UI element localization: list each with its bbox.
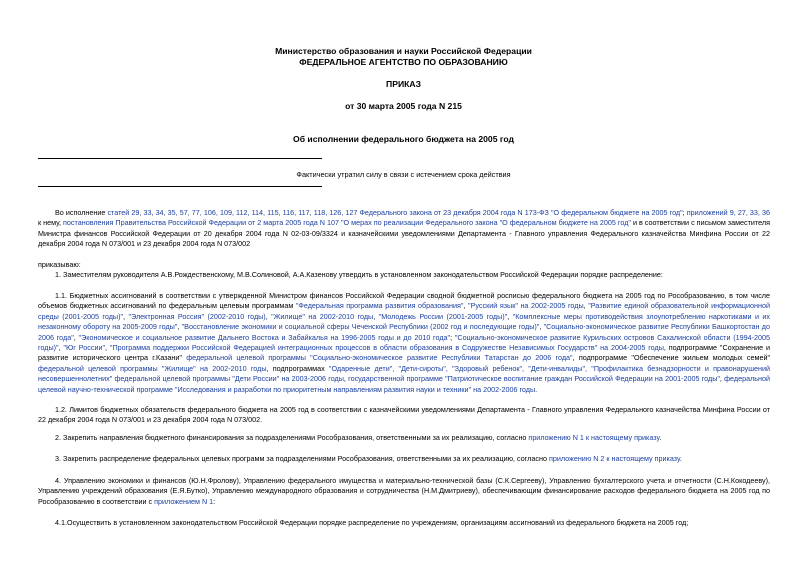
link-program-youth[interactable]: "Молодежь России (2001-2005 годы)": [378, 311, 508, 321]
link-program-housing-young-families[interactable]: федеральной целевой программы "Жилище" на 2002-2010 годы: [38, 363, 267, 373]
bottom-divider: [38, 186, 322, 187]
link-appendix-2[interactable]: приложению N 2 к настоящему приказу: [548, 454, 680, 463]
orders-word: приказываю:: [38, 260, 81, 269]
item-2: 2. Закрепить направления бюджетного финансирования за подразделениями Рособразования, ответственными за их реализацию, согласно приложению N 1 к настоящему приказу.: [55, 433, 662, 442]
link-program-far-east[interactable]: "Экономическое и социальное развитие Дальнего Востока и Забайкалья на 1996-2005 годы и до 2010 года": [78, 332, 451, 342]
item-4-1: 4.1.Осуществить в установленном законодательством Российской Федерации порядке распределение по учреждениям, организациям ассигнований из федерального бюджета на 2005 год;: [55, 518, 689, 527]
item-4: 4. Управлению экономики и финансов (Ю.Н.Фролову), Управлению федерального имущества и материально-технической базы (С.К.Сергееву), Управлению бухгалтерского учета и отчетности (С.Н.Кокодееву), Управлению учреждений образования (Е.Я.Бутко), Управлению международного образования и сотрудничества (Н.М.Дмитриеву), обеспечивающим финансирование расходов федерального бюджета на 2005 год по Рособразованию в соответствии с приложением N 1:: [38, 476, 770, 506]
link-program-russian-language[interactable]: "Русский язык" на 2002-2005 годы: [468, 301, 584, 311]
link-law-articles[interactable]: статей 29, 33, 34, 35, 57, 77, 106, 109, 112, 114, 115, 116, 117, 118, 126, 127: [107, 208, 358, 217]
item-3: 3. Закрепить распределение федеральных целевых программ за подразделениями Рособразования, ответственными за их реализацию, согласно приложению N 2 к настоящему приказу.: [55, 454, 682, 463]
link-program-education[interactable]: "Федеральная программа развития образования": [295, 301, 464, 311]
item-1-2: 1.2. Лимитов бюджетных обязательств федерального бюджета на 2005 год в соответствии с казначейскими уведомлениями Департамента - Главного управления Федерального казначейства Минфина России от 22 декабря 2004 года N 073/001 и 23 декабря 2004 года N 073/002.: [38, 405, 770, 425]
link-program-south-russia[interactable]: "Юг России": [63, 343, 106, 353]
item-1-1: 1.1. Бюджетных ассигнований в соответствии с утвержденной Министром финансов Российской Федерации сводной бюджетной росписью федерального бюджета на 2005 год по Рособразованию, в том числе объемов бюджетных ассигнований по федеральным целевым программам "Федеральная программа развития образования", "Русский язык" на 2002-2005 годы, "Развитие единой образовательной информационной среды (2001-2005 годы)", "Электронная Россия" (2002-2010 годы), "Жилище" на 2002-2010 годы, "Молодежь России (2001-2005 годы)", "Комплексные меры противодействия злоупотреблению наркотиками и их незаконному обороту на 2005-2009 годы", "Восстановление экономики и социальной сферы Чеченской Республики (2002 год и последующие годы)", "Социально-экономическое развитие Республики Башкортостан до 2006 года", "Экономическое и социальное развитие Дальнего Востока и Забайкалья на 1996-2005 годы и до 2010 года"; "Социально-экономическое развитие Курильских островов Сахалинской области (1994-2005 годы)", "Юг России", "Программа поддержки Российской Федерацией интеграционных процессов в области образования в Содружестве Независимых Государств" на 2004-2005 годы, подпрограмме "Сохранение и развитие исторического центра г.Казани" федеральной целевой программы "Социально-экономическое развитие Республики Татарстан до 2006 года", подпрограмме "Обеспечение жильем молодых семей" федеральной целевой программы "Жилище" на 2002-2010 годы, подпрограммах "Одаренные дети", "Дети-сироты", "Здоровый ребенок", "Дети-инвалиды", "Профилактика безнадзорности и правонарушений несовершеннолетних" федеральной целевой программы "Дети России" на 2003-2006 годы, государственной программе "Патриотическое воспитание граждан Российской Федерации на 2001-2005 годы", федеральной целевой научно-технической программе "Исследования и разработки по приоритетным направлениям развития науки и техники" на 2002-2006 годы.: [38, 291, 771, 394]
doc-type: ПРИКАЗ: [386, 79, 421, 89]
doc-title: Об исполнении федерального бюджета на 2005 год: [293, 134, 514, 144]
status-note: Фактически утратил силу в связи с истечением срока действия: [296, 170, 511, 179]
link-appendix-1-ref[interactable]: приложением N 1: [154, 496, 214, 506]
top-divider: [38, 158, 322, 159]
doc-date-number: от 30 марта 2005 года N 215: [345, 101, 462, 111]
link-program-tatarstan[interactable]: федеральной целевой программы "Социально-экономическое развитие Республики Татарстан до 2006 года": [186, 353, 573, 363]
link-program-info-environment[interactable]: "Развитие единой образовательной информационной среды (2001-2005 годы)": [38, 301, 771, 321]
link-program-electronic-russia[interactable]: "Электронная Россия" (2002-2010 годы): [128, 311, 266, 321]
link-program-kuril-islands[interactable]: "Социально-экономическое развитие Курильских островов Сахалинской области (1994-2005 годы)": [38, 332, 770, 353]
link-federal-law-173[interactable]: Федерального закона от 23 декабря 2004 года N 173-ФЗ "О федеральном бюджете на 2005 год": [359, 208, 683, 217]
link-program-research[interactable]: федеральной целевой научно-технической программе "Исследования и разработки по приоритетным направлениям развития науки и техники" на 2002-2006 годы: [38, 374, 770, 394]
link-program-children-of-russia[interactable]: "Одаренные дети", "Дети-сироты", "Здоровый ребенок", "Дети-инвалиды", "Профилактика безнадзорности и правонарушений несовершеннолетних" федеральной целевой программы "Дети России" на 2003-2006 годы: [38, 363, 770, 384]
link-program-chechnya[interactable]: "Восстановление экономики и социальной сферы Чеченской Республики (2002 год и последующие годы)": [181, 322, 540, 332]
link-program-anti-drug[interactable]: "Комплексные меры противодействия злоупотреблению наркотиками и их незаконному обороту на 2005-2009 годы": [38, 311, 771, 332]
link-government-decree-107[interactable]: постановления Правительства Российской Федерации от 2 марта 2005 года N 107 "О мерах по реализации Федерального закона "О федеральном бюджете на 2005 год": [63, 218, 631, 228]
link-appendix-1[interactable]: приложению N 1 к настоящему приказу: [528, 433, 660, 442]
item-1: 1. Заместителям руководителя А.В.Рождественскому, М.В.Солиновой, А.А.Казенову утвердить в установленном законодательством Российской Федерации порядке распределение:: [55, 270, 663, 279]
link-program-patriotic[interactable]: государственной программе "Патриотическое воспитание граждан Российской Федерации на 2001-2005 годы": [348, 374, 720, 384]
link-program-bashkortostan[interactable]: "Социально-экономическое развитие Республики Башкортостан до 2006 года": [38, 322, 770, 342]
agency-name: ФЕДЕРАЛЬНОЕ АГЕНТСТВО ПО ОБРАЗОВАНИЮ: [299, 57, 508, 67]
link-program-cis-integration[interactable]: "Программа поддержки Российской Федерацией интеграционных процессов в области образования в Содружестве Независимых Государств" на 2004-2005 годы: [109, 343, 664, 353]
link-law-appendices[interactable]: приложений 9, 27, 33, 36: [686, 208, 770, 217]
preamble-paragraph: Во исполнение статей 29, 33, 34, 35, 57, 77, 106, 109, 112, 114, 115, 116, 117, 118, 126, 127 Федерального закона от 23 декабря 2004 года N 173-ФЗ "О федеральном бюджете на 2005 год"; приложений 9, 27, 33, 36 к нему, постановления Правительства Российской Федерации от 2 марта 2005 года N 107 "О мерах по реализации Федерального закона "О федеральном бюджете на 2005 год" и в соответствии с письмом заместителя Министра финансов Российской Федерации от 20 декабря 2004 года N 02-03-09/3324 и казначейскими уведомлениями Департамента - Главного управления Федерального казначейства Минфина России от 22 декабря 2004 года N 073/001 и 23 декабря 2004 года N 073/002: [38, 208, 770, 249]
ministry-name: Министерство образования и науки Российской Федерации: [275, 46, 532, 56]
link-program-housing[interactable]: "Жилище" на 2002-2010 годы: [271, 311, 374, 321]
